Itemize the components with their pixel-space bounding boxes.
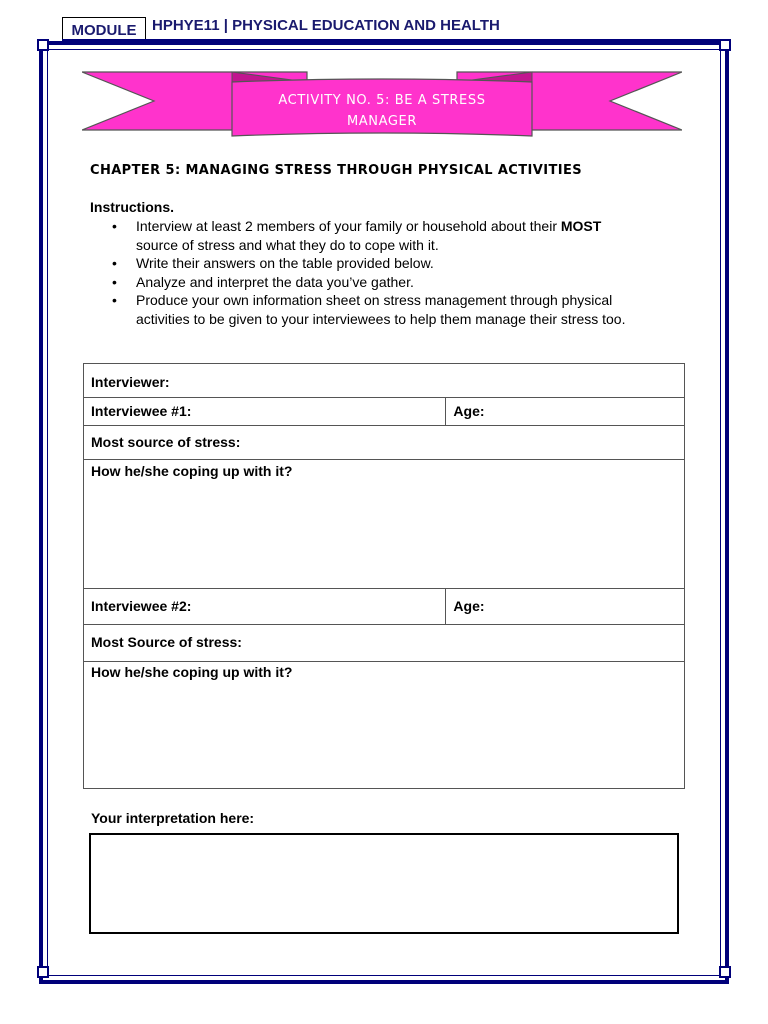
instructions-heading: Instructions. bbox=[90, 199, 175, 215]
instruction-3-text: Analyze and interpret the data you’ve gather. bbox=[136, 273, 414, 290]
coping-2-field[interactable] bbox=[84, 662, 685, 789]
coping-2-label: How he/she coping up with it? bbox=[91, 664, 293, 680]
instruction-4-line2: activities to be given to your interviewees to help them manage their stress too. bbox=[136, 310, 626, 327]
interviewee-1-label: Interviewee #1: bbox=[91, 403, 192, 419]
border-corner-bottom-right bbox=[719, 966, 731, 978]
age-1-field[interactable] bbox=[446, 398, 685, 426]
border-corner-top-right bbox=[719, 39, 731, 51]
coping-1-field[interactable] bbox=[84, 460, 685, 589]
interpretation-label: Your interpretation here: bbox=[91, 810, 255, 826]
interview-form-table bbox=[83, 363, 685, 789]
stress-source-2-label: Most Source of stress: bbox=[91, 634, 242, 650]
interviewer-label: Interviewer: bbox=[91, 374, 170, 390]
chapter-heading: CHAPTER 5: MANAGING STRESS THROUGH PHYSICAL ACTIVITIES bbox=[90, 163, 582, 178]
instruction-item bbox=[112, 254, 682, 273]
stress-source-1-label: Most source of stress: bbox=[91, 434, 241, 450]
interviewer-field[interactable] bbox=[84, 364, 685, 398]
instruction-1-line2: source of stress and what they do to cope with it. bbox=[136, 236, 439, 253]
activity-title-line1: ACTIVITY NO. 5: BE A STRESS bbox=[278, 93, 486, 108]
age-2-field[interactable] bbox=[446, 589, 685, 625]
interviewee-2-field[interactable] bbox=[84, 589, 446, 625]
activity-title bbox=[238, 90, 526, 132]
interpretation-box[interactable] bbox=[89, 833, 679, 934]
instruction-item bbox=[112, 217, 682, 254]
age-2-label: Age: bbox=[453, 598, 485, 614]
stress-source-1-field[interactable] bbox=[84, 426, 685, 460]
activity-title-line2: MANAGER bbox=[346, 114, 418, 129]
border-corner-bottom-left bbox=[37, 966, 49, 978]
module-label: MODULE bbox=[62, 17, 146, 41]
interviewee-2-label: Interviewee #2: bbox=[91, 598, 192, 614]
instruction-item bbox=[112, 291, 682, 328]
instruction-1-emphasis: MOST bbox=[560, 218, 602, 234]
instruction-2-text: Write their answers on the table provided below. bbox=[136, 255, 434, 271]
header-title: HPHYE11 | PHYSICAL EDUCATION AND HEALTH bbox=[152, 17, 500, 34]
coping-1-label: How he/she coping up with it? bbox=[91, 463, 293, 479]
instruction-4-line1: Produce your own information sheet on stress management through physical bbox=[136, 292, 613, 308]
instruction-1-text: Interview at least 2 members of your family or household about their bbox=[136, 218, 561, 234]
instructions-list bbox=[112, 217, 682, 328]
border-corner-top-left bbox=[37, 39, 49, 51]
stress-source-2-field[interactable] bbox=[84, 625, 685, 662]
interviewee-1-field[interactable] bbox=[84, 398, 446, 426]
age-1-label: Age: bbox=[453, 403, 485, 419]
instruction-item bbox=[112, 273, 682, 292]
